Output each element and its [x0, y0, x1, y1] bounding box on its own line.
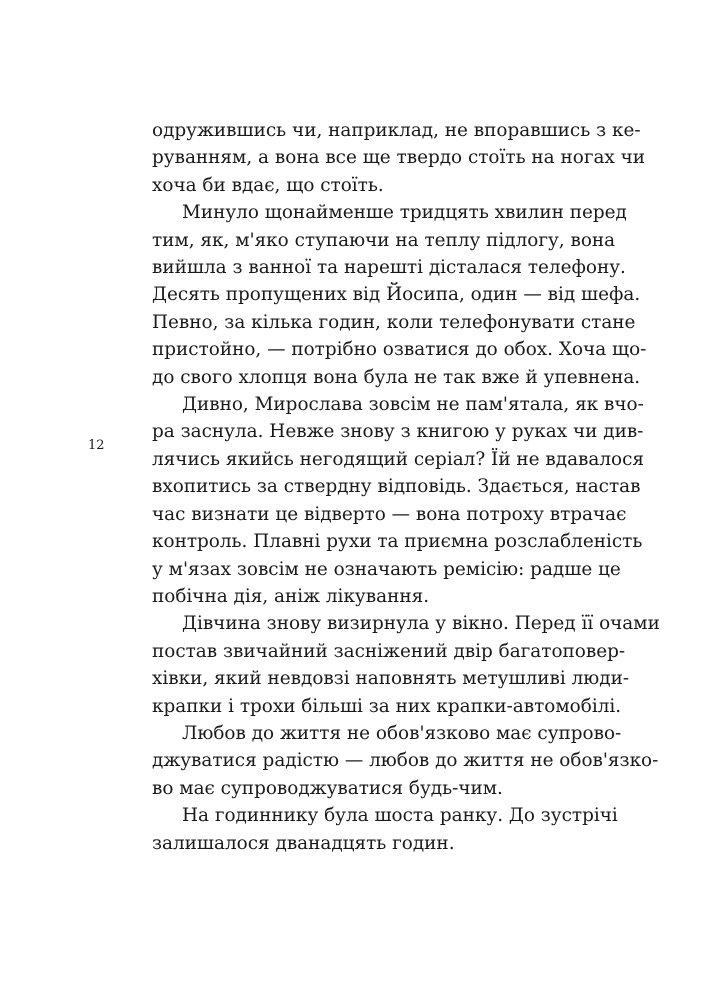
text-line: ра заснула. Невже знову з книгою у руках чи див- [152, 421, 644, 443]
text-line: Певно, за кілька годин, коли телефонувати стане [152, 311, 636, 333]
text-line: час визнати це відверто — вона потроху втрачає [152, 503, 627, 525]
text-line: вийшла з ванної та нарешті дісталася телефону. [152, 257, 626, 279]
text-line: крапки і трохи більші за них крапки-автомобілі. [152, 695, 622, 717]
paragraph [152, 199, 647, 391]
paragraph [152, 720, 659, 802]
body-text [152, 117, 660, 857]
paragraph [152, 117, 646, 199]
text-line: побічна дія, аніж лікування. [152, 585, 430, 607]
text-line: вхопитись за ствердну відповідь. Здається, настав [152, 476, 641, 498]
text-line: залишалося дванадцять годин. [152, 832, 455, 854]
text-line: Минуло щонайменше тридцять хвилин перед [182, 202, 627, 224]
paragraph [152, 391, 645, 610]
text-line: до свого хлопця вона була не так вже й упевнена. [152, 366, 641, 388]
text-line: одружившись чи, наприклад, не впоравшись з ке- [152, 120, 641, 141]
page-number: 12 [88, 438, 105, 453]
text-line: хоча би вдає, що стоїть. [152, 174, 384, 196]
text-line: тим, як, м'яко ступаючи на теплу підлогу, вона [152, 229, 616, 251]
text-line: На годиннику була шоста ранку. До зустрічі [182, 805, 618, 827]
text-line: контроль. Плавні рухи та приємна розслабленість [152, 531, 643, 553]
text-line: Дивно, Мирослава зовсім не пам'ятала, як вчо- [182, 394, 644, 416]
text-line: лячись якийсь негодящий серіал? Їй не вдавалося [152, 448, 645, 470]
text-line: руванням, а вона все ще твердо стоїть на ногах чи [152, 147, 646, 169]
text-line: хівки, який невдовзі наповнять метушливі люди- [152, 668, 630, 690]
text-line: во має супроводжуватися будь-чим. [152, 777, 503, 799]
text-line: пристойно, — потрібно озватися до обох. Хоча що- [152, 339, 647, 361]
text-line: джуватися радістю — любов до життя не обов'язко- [152, 750, 659, 772]
text-line: Дівчина знову визирнула у вікно. Перед її очами [182, 613, 660, 635]
paragraph [152, 802, 618, 857]
text-line: Любов до життя не обов'язково має супрово- [182, 722, 622, 744]
text-line: у м'язах зовсім не означають ремісію: радше це [152, 558, 621, 580]
paragraph [152, 610, 660, 720]
text-line: постав звичайний засніжений двір багатоповер- [152, 640, 626, 662]
text-line: Десять пропущених від Йосипа, один — від шефа. [152, 284, 641, 306]
